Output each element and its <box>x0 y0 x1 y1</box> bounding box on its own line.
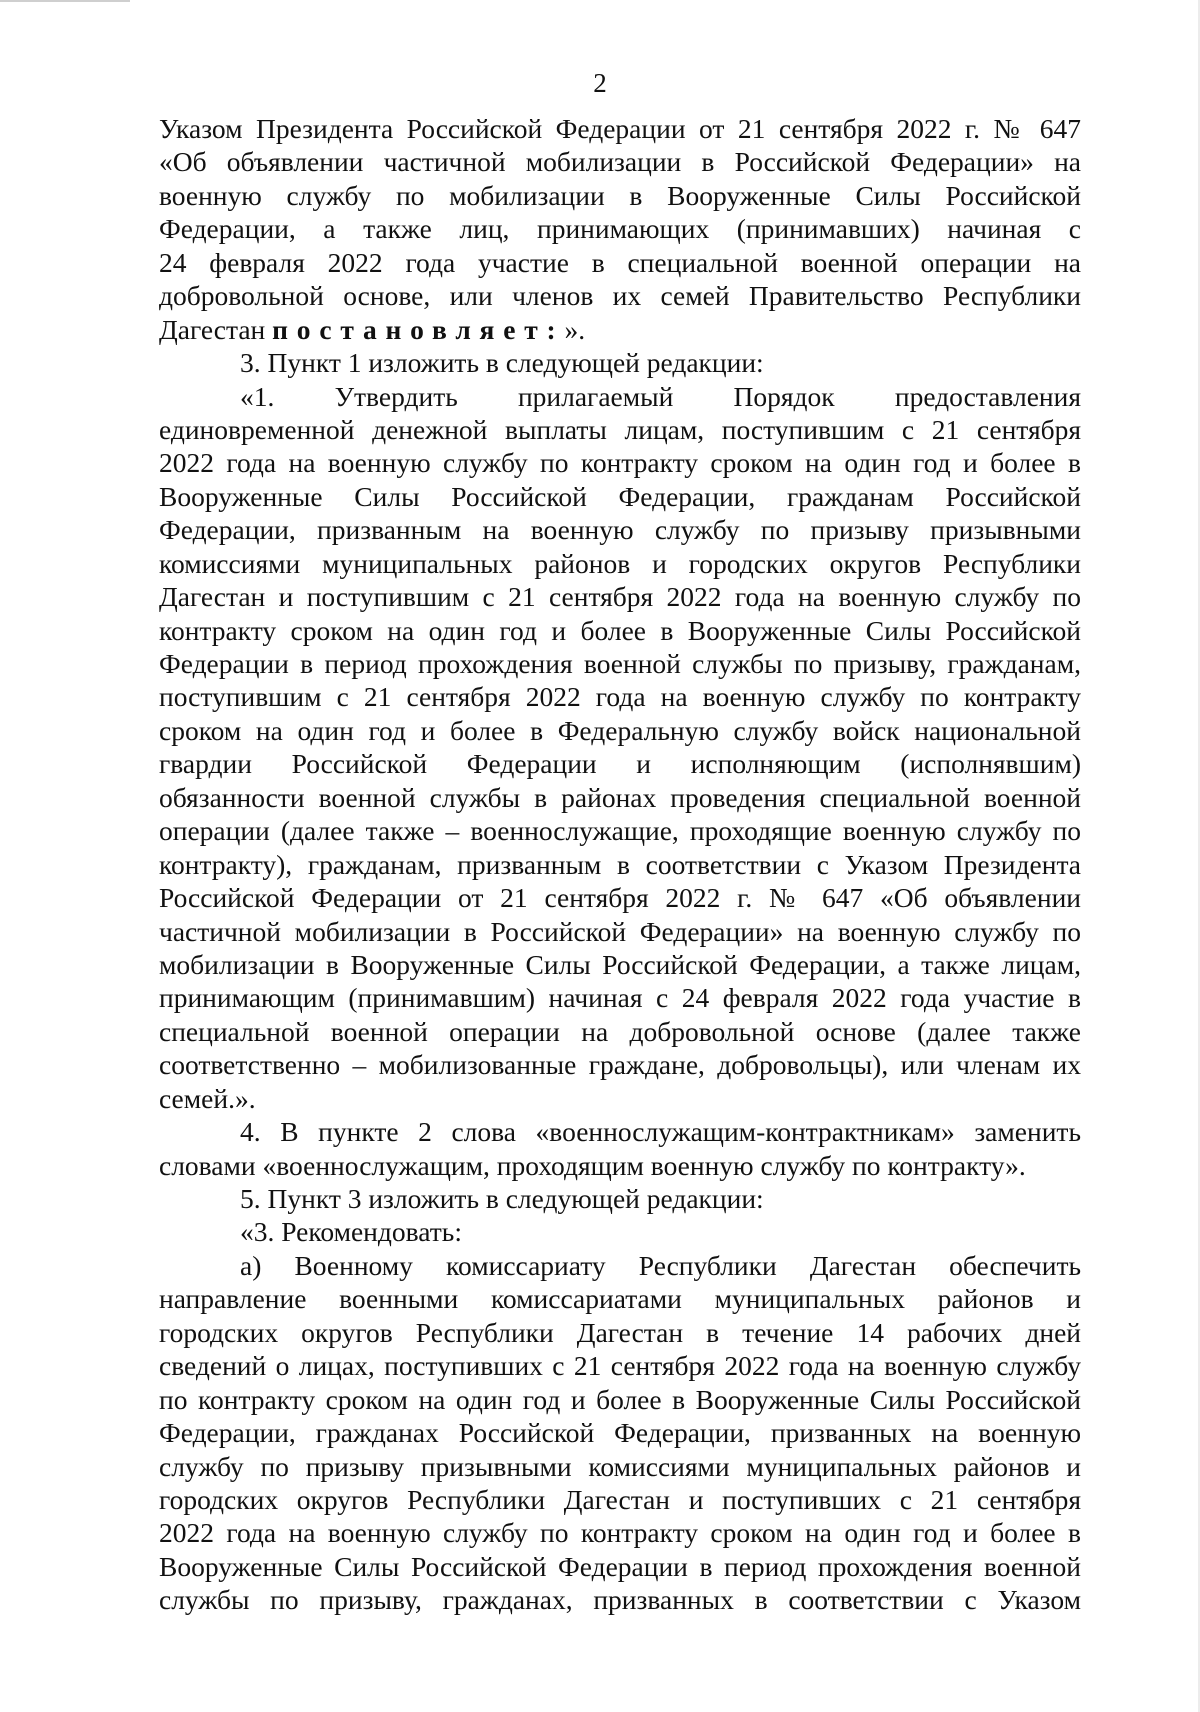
text-line-content: Федерации в период прохождения военной службы по призыву, гражданам, <box>159 648 1081 679</box>
text-line <box>159 1483 1081 1516</box>
text-line-content: сроком на один год и более в Федеральную службу войск национальной <box>159 714 1081 746</box>
text-line-content: мобилизации в Вооруженные Силы Российской Федерации, а также лицам, <box>159 948 1081 980</box>
text-line-content: Федерации, гражданах Российской Федерации, призванных на военную <box>159 1417 1081 1449</box>
text-line-content: Вооруженные Силы Российской Федерации, гражданам Российской <box>159 480 1081 512</box>
text-line <box>159 145 1081 178</box>
text-line-content: Российской Федерации от 21 сентября 2022 г. № 647 «Об объявлении <box>159 882 1081 914</box>
text-line <box>159 1416 1081 1449</box>
text-line <box>159 513 1081 546</box>
text-line-content: 2022 года на военную службу по контракту сроком на один год и более в <box>159 447 1081 479</box>
text-line-content: службы по призыву, гражданах, призванных в соответствии с Указом <box>159 1584 1081 1616</box>
text-line-content: единовременной денежной выплаты лицам, поступившим с 21 сентября <box>159 413 1081 445</box>
text-line-content: службу по призыву призывными комиссиями муниципальных районов и <box>159 1450 1081 1482</box>
text-line-content: частичной мобилизации в Российской Федерации» на военную службу по <box>159 915 1081 947</box>
text-line <box>159 580 1081 613</box>
text-line <box>159 680 1081 713</box>
text-line-content: 24 февраля 2022 года участие в специальной военной операции на <box>159 246 1081 278</box>
text-line <box>159 915 1081 948</box>
text-line-content: соответственно – мобилизованные граждане, добровольцы), или членам их <box>159 1049 1081 1081</box>
text-line-content: 2022 года на военную службу по контракту сроком на один год и более в <box>159 1517 1081 1549</box>
text-line <box>159 179 1081 212</box>
text-line <box>159 1115 1081 1148</box>
text-line <box>159 714 1081 747</box>
text-line <box>159 313 1081 346</box>
text-line <box>159 1015 1081 1048</box>
text-line <box>159 848 1081 881</box>
text-line-content: направление военными комиссариатами муниципальных районов и <box>159 1283 1081 1315</box>
text-line-content: поступившим с 21 сентября 2022 года на военную службу по контракту <box>159 681 1081 713</box>
text-line-tail: ». <box>564 313 586 345</box>
text-line <box>159 781 1081 814</box>
text-line <box>159 1082 1081 1115</box>
text-line <box>159 446 1081 479</box>
text-line <box>159 981 1081 1014</box>
text-line-content: по контракту сроком на один год и более в Вооруженные Силы Российской <box>159 1383 1081 1415</box>
text-line <box>159 1316 1081 1349</box>
document-body <box>159 112 1081 1617</box>
text-line-content: «Об объявлении частичной мобилизации в Российской Федерации» на <box>159 146 1081 178</box>
text-line-content: городских округов Республики Дагестан в течение 14 рабочих дней <box>159 1316 1081 1348</box>
text-line-content: Федерации, а также лиц, принимающих (принимавших) начиная с <box>159 213 1081 245</box>
text-line-content: Дагестан <box>159 313 273 345</box>
text-line <box>159 647 1081 680</box>
text-line-content: контракту), гражданам, призванным в соответствии с Указом Президента <box>159 848 1081 880</box>
text-line-content: военную службу по мобилизации в Вооруженные Силы Российской <box>159 179 1081 211</box>
text-line-content: 3. Пункт 1 изложить в следующей редакции: <box>240 347 764 379</box>
text-line <box>159 413 1081 446</box>
text-line-content: Указом Президента Российской Федерации от 21 сентября 2022 г. № 647 <box>159 113 1081 144</box>
text-line <box>159 1182 1081 1215</box>
text-line <box>159 480 1081 513</box>
text-line <box>159 1516 1081 1549</box>
text-line <box>159 1215 1081 1248</box>
text-line <box>159 1149 1081 1182</box>
text-line-content: Федерации, призванным на военную службу по призыву призывными <box>159 514 1081 546</box>
text-line <box>159 814 1081 847</box>
text-line-content: городских округов Республики Дагестан и поступивших с 21 сентября <box>159 1483 1081 1515</box>
text-line-content: 4. В пункте 2 слова «военнослужащим-контрактникам» заменить <box>240 1116 1081 1148</box>
text-line-content: Дагестан и поступившим с 21 сентября 2022 года на военную службу по <box>159 581 1081 613</box>
text-line-content: добровольной основе, или членов их семей Правительство Республики <box>159 280 1081 312</box>
text-line <box>159 1550 1081 1583</box>
text-line-content: комиссиями муниципальных районов и городских округов Республики <box>159 547 1081 579</box>
text-line-content: операции (далее также – военнослужащие, проходящие военную службу по <box>159 815 1081 847</box>
text-line-content: словами «военнослужащим, проходящим военную службу по контракту». <box>159 1149 1026 1181</box>
scan-artifact-top <box>0 0 130 2</box>
text-line <box>159 1349 1081 1382</box>
text-line <box>159 1583 1081 1616</box>
text-line <box>159 1383 1081 1416</box>
text-line <box>159 380 1081 413</box>
text-line-content: принимающим (принимавшим) начиная с 24 февраля 2022 года участие в <box>159 982 1081 1014</box>
text-line <box>159 246 1081 279</box>
text-line <box>159 112 1081 145</box>
text-line <box>159 747 1081 780</box>
text-line-content: «3. Рекомендовать: <box>240 1216 462 1248</box>
text-line-content: специальной военной операции на добровольной основе (далее также <box>159 1015 1081 1047</box>
text-line <box>159 212 1081 245</box>
text-line <box>159 1450 1081 1483</box>
text-line <box>159 1048 1081 1081</box>
text-line <box>159 346 1081 379</box>
text-line-content: обязанности военной службы в районах проведения специальной военной <box>159 781 1081 813</box>
text-line-content: гвардии Российской Федерации и исполняющим (исполнявшим) <box>159 748 1081 780</box>
text-line <box>159 881 1081 914</box>
text-line <box>159 614 1081 647</box>
text-line-content: Вооруженные Силы Российской Федерации в период прохождения военной <box>159 1550 1081 1582</box>
text-line <box>159 279 1081 312</box>
text-line-content: контракту сроком на один год и более в Вооруженные Силы Российской <box>159 614 1081 646</box>
text-line <box>159 547 1081 580</box>
text-line-content: сведений о лицах, поступивших с 21 сентября 2022 года на военную службу <box>159 1350 1081 1382</box>
text-line-content: семей.». <box>159 1082 256 1114</box>
text-line <box>159 1249 1081 1282</box>
text-line-content: 5. Пункт 3 изложить в следующей редакции: <box>240 1183 764 1214</box>
text-line <box>159 1282 1081 1315</box>
text-line <box>159 948 1081 981</box>
text-line-content: «1. Утвердить прилагаемый Порядок предоставления <box>240 380 1081 412</box>
page-number: 2 <box>593 68 607 98</box>
text-line-content: а) Военному комиссариату Республики Дагестан обеспечить <box>240 1249 1081 1281</box>
emphasized-word: постановляет: <box>272 313 565 345</box>
